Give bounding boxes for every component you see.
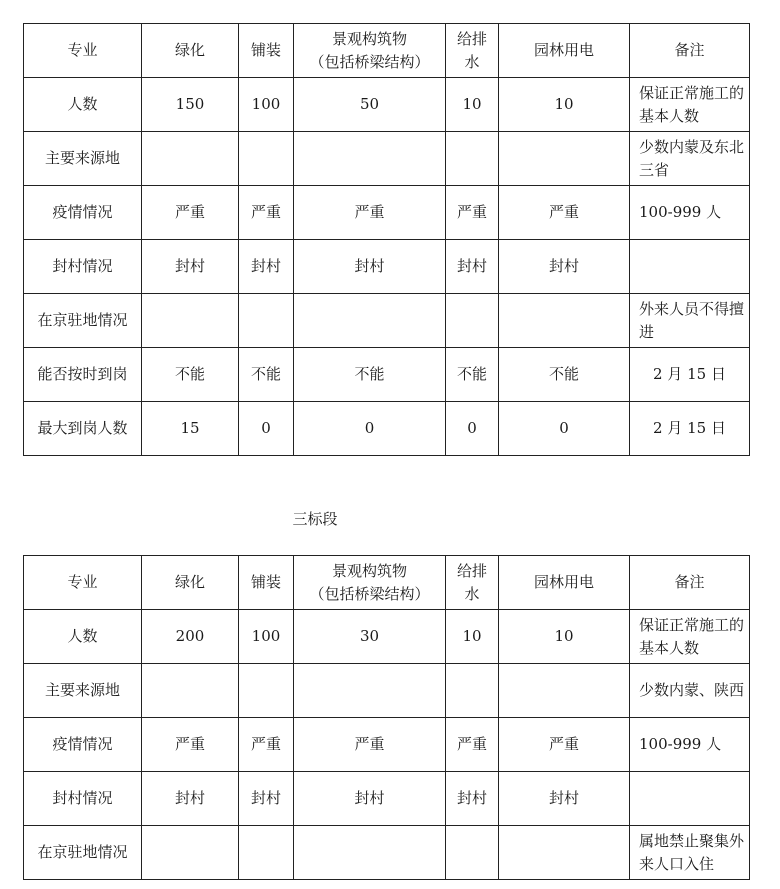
column-header: 铺装 [239, 24, 294, 78]
table-cell [446, 294, 499, 348]
table-cell [499, 664, 630, 718]
table-cell: 0 [499, 402, 630, 456]
table-cell: 10 [446, 610, 499, 664]
note-cell: 100-999 人 [630, 186, 750, 240]
table-cell: 不能 [239, 348, 294, 402]
table-cell: 10 [499, 610, 630, 664]
table-row [24, 664, 750, 718]
table-cell: 200 [142, 610, 239, 664]
table-cell: 严重 [499, 186, 630, 240]
table-cell [294, 132, 446, 186]
table-cell: 封村 [499, 240, 630, 294]
table-row [24, 186, 750, 240]
table-cell: 严重 [294, 718, 446, 772]
note-cell: 属地禁止聚集外来人口入住 [630, 826, 750, 880]
row-label: 封村情况 [24, 240, 142, 294]
table-cell: 0 [294, 402, 446, 456]
table-cell: 严重 [142, 718, 239, 772]
note-cell: 保证正常施工的基本人数 [630, 78, 750, 132]
table-cell: 严重 [499, 718, 630, 772]
row-label: 主要来源地 [24, 664, 142, 718]
staffing-table-2 [23, 555, 750, 880]
table-row [24, 826, 750, 880]
column-header: 绿化 [142, 556, 239, 610]
table-cell [294, 664, 446, 718]
table-cell: 150 [142, 78, 239, 132]
table-row [24, 772, 750, 826]
section-title: 三标段 [292, 510, 338, 528]
table-row [24, 132, 750, 186]
column-header: 备注 [630, 24, 750, 78]
table-cell [446, 826, 499, 880]
table-row [24, 718, 750, 772]
table-cell: 30 [294, 610, 446, 664]
table-cell [142, 664, 239, 718]
staffing-table-1 [23, 23, 750, 456]
table-row [24, 610, 750, 664]
table-cell: 不能 [499, 348, 630, 402]
table-cell: 不能 [446, 348, 499, 402]
note-cell [630, 240, 750, 294]
table-cell: 封村 [294, 772, 446, 826]
column-header: 景观构筑物 （包括桥梁结构） [294, 24, 446, 78]
table-cell [499, 826, 630, 880]
table-cell [142, 294, 239, 348]
column-header: 绿化 [142, 24, 239, 78]
table-cell: 100 [239, 78, 294, 132]
row-label: 最大到岗人数 [24, 402, 142, 456]
row-label: 封村情况 [24, 772, 142, 826]
note-cell: 100-999 人 [630, 718, 750, 772]
row-label: 疫情情况 [24, 186, 142, 240]
table-cell [239, 132, 294, 186]
table-cell: 10 [446, 78, 499, 132]
row-label: 人数 [24, 78, 142, 132]
header-row [24, 24, 750, 78]
table-cell: 15 [142, 402, 239, 456]
column-header: 景观构筑物 （包括桥梁结构） [294, 556, 446, 610]
table-row [24, 402, 750, 456]
table-cell: 封村 [446, 772, 499, 826]
column-header: 铺装 [239, 556, 294, 610]
row-label: 疫情情况 [24, 718, 142, 772]
table-cell [239, 664, 294, 718]
table-cell: 封村 [142, 772, 239, 826]
column-header: 备注 [630, 556, 750, 610]
table-cell: 严重 [446, 718, 499, 772]
table-cell: 封村 [239, 772, 294, 826]
table-cell: 封村 [499, 772, 630, 826]
header-row [24, 556, 750, 610]
row-label: 人数 [24, 610, 142, 664]
table-row [24, 78, 750, 132]
column-header: 园林用电 [499, 24, 630, 78]
table-cell [446, 664, 499, 718]
table-cell [142, 826, 239, 880]
table-cell: 严重 [142, 186, 239, 240]
table-cell: 10 [499, 78, 630, 132]
table-cell: 100 [239, 610, 294, 664]
table-cell: 严重 [239, 718, 294, 772]
table-cell: 封村 [239, 240, 294, 294]
table-cell [446, 132, 499, 186]
note-cell: 外来人员不得擅进 [630, 294, 750, 348]
table-row [24, 348, 750, 402]
table-cell: 封村 [446, 240, 499, 294]
row-label: 主要来源地 [24, 132, 142, 186]
table-cell [142, 132, 239, 186]
column-header: 专业 [24, 556, 142, 610]
table-cell: 严重 [294, 186, 446, 240]
note-cell: 保证正常施工的基本人数 [630, 610, 750, 664]
table-cell: 封村 [294, 240, 446, 294]
table-cell: 封村 [142, 240, 239, 294]
column-header: 专业 [24, 24, 142, 78]
table-cell [294, 294, 446, 348]
table-cell [499, 294, 630, 348]
table-cell: 0 [239, 402, 294, 456]
table-cell: 严重 [446, 186, 499, 240]
table-row [24, 240, 750, 294]
column-header: 园林用电 [499, 556, 630, 610]
note-cell [630, 772, 750, 826]
note-cell: 少数内蒙及东北三省 [630, 132, 750, 186]
table-row [24, 294, 750, 348]
row-label: 在京驻地情况 [24, 294, 142, 348]
row-label: 在京驻地情况 [24, 826, 142, 880]
column-header: 给排 水 [446, 556, 499, 610]
table-cell [294, 826, 446, 880]
table-cell [239, 826, 294, 880]
table-cell: 严重 [239, 186, 294, 240]
note-cell: 2 月 15 日 [630, 402, 750, 456]
table-cell: 50 [294, 78, 446, 132]
table-cell: 0 [446, 402, 499, 456]
row-label: 能否按时到岗 [24, 348, 142, 402]
note-cell: 少数内蒙、陕西 [630, 664, 750, 718]
table-cell: 不能 [142, 348, 239, 402]
note-cell: 2 月 15 日 [630, 348, 750, 402]
column-header: 给排 水 [446, 24, 499, 78]
table-cell [239, 294, 294, 348]
table-cell: 不能 [294, 348, 446, 402]
table-cell [499, 132, 630, 186]
